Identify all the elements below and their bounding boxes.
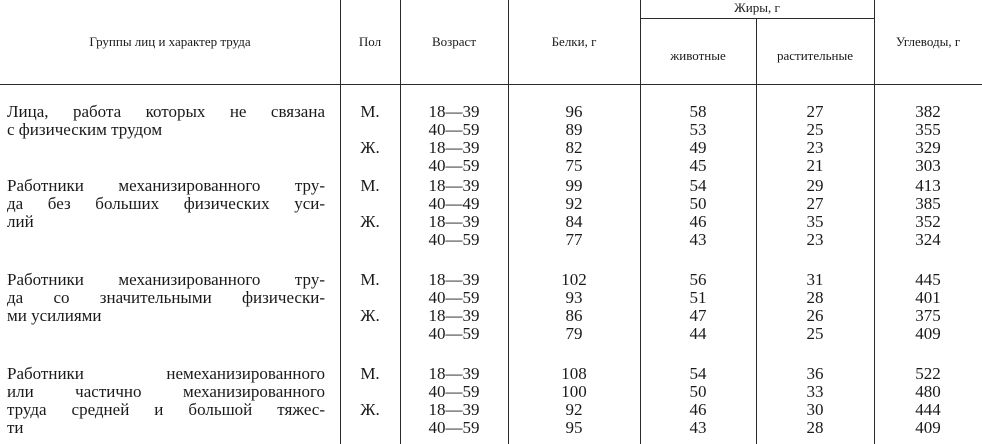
cell-fats-animal: 53: [689, 120, 707, 139]
cell-fats-vegetable: 31: [806, 270, 824, 289]
cell-age: 40—59: [428, 382, 480, 401]
group-label-line: или частично механизированного: [7, 382, 325, 401]
cell-fats-animal: 47: [689, 306, 707, 325]
cell-fats-vegetable: 36: [806, 364, 824, 383]
cell-fats-vegetable: 29: [806, 176, 824, 195]
group-label-line: Работники механизированного тру-: [7, 176, 325, 195]
cell-age: 18—39: [428, 364, 480, 383]
cell-age: 18—39: [428, 102, 480, 121]
cell-age: 40—59: [428, 418, 480, 437]
cell-carbs: 409: [915, 324, 941, 343]
cell-protein: 75: [565, 156, 583, 175]
cell-protein: 95: [565, 418, 583, 437]
cell-age: 40—59: [428, 230, 480, 249]
cell-fats-animal: 46: [689, 212, 707, 231]
header-age: Возраст: [431, 34, 477, 49]
cell-fats-vegetable: 23: [806, 138, 824, 157]
cell-carbs: 480: [915, 382, 941, 401]
cell-protein: 102: [561, 270, 587, 289]
header-group: Группы лиц и характер труда: [89, 34, 251, 49]
cell-fats-animal: 54: [689, 364, 707, 383]
cell-fats-vegetable: 25: [806, 120, 824, 139]
cell-age: 18—39: [428, 212, 480, 231]
cell-fats-vegetable: 27: [806, 102, 824, 121]
cell-fats-vegetable: 28: [806, 288, 824, 307]
cell-carbs: 382: [915, 102, 941, 121]
cell-fats-animal: 56: [689, 270, 707, 289]
header-fats-animal: животные: [670, 48, 726, 63]
cell-sex: Ж.: [360, 306, 380, 325]
cell-age: 40—59: [428, 120, 480, 139]
group-label-line: ти: [7, 418, 24, 437]
cell-fats-vegetable: 33: [806, 382, 824, 401]
header-fats: Жиры, г: [734, 0, 780, 15]
cell-fats-animal: 51: [689, 288, 707, 307]
cell-protein: 100: [561, 382, 587, 401]
cell-age: 18—39: [428, 176, 480, 195]
group-label-line: да со значительными физически-: [7, 288, 325, 307]
cell-fats-vegetable: 27: [806, 194, 824, 213]
cell-age: 18—39: [428, 400, 480, 419]
cell-age: 40—59: [428, 324, 480, 343]
cell-carbs: 324: [915, 230, 941, 249]
cell-sex: М.: [360, 270, 380, 289]
group-label: [7, 103, 325, 139]
cell-sex: М.: [360, 102, 380, 121]
cell-carbs: 401: [915, 288, 941, 307]
cell-protein: 79: [565, 324, 583, 343]
cell-fats-vegetable: 25: [806, 324, 824, 343]
cell-fats-vegetable: 21: [806, 156, 824, 175]
cell-fats-animal: 54: [689, 176, 707, 195]
group-label-line: да без больших физических уси-: [7, 194, 325, 213]
group-label-line: Лица, работа которых не связана: [7, 102, 325, 121]
group-label-line: Работники немеханизированного: [7, 364, 325, 383]
cell-carbs: 329: [915, 138, 941, 157]
cell-sex: Ж.: [360, 212, 380, 231]
cell-carbs: 413: [915, 176, 941, 195]
cell-protein: 108: [561, 364, 587, 383]
cell-fats-vegetable: 28: [806, 418, 824, 437]
cell-carbs: 444: [915, 400, 941, 419]
group-label-line: труда средней и большой тяжес-: [7, 400, 325, 419]
cell-age: 18—39: [428, 270, 480, 289]
cell-protein: 77: [565, 230, 583, 249]
cell-carbs: 355: [915, 120, 941, 139]
cell-age: 40—59: [428, 156, 480, 175]
cell-age: 40—49: [428, 194, 480, 213]
header-carbs: Углеводы, г: [895, 34, 961, 49]
cell-fats-animal: 50: [689, 382, 707, 401]
cell-sex: М.: [360, 176, 380, 195]
cell-carbs: 303: [915, 156, 941, 175]
header-sex: Пол: [358, 34, 382, 49]
cell-fats-animal: 44: [689, 324, 707, 343]
header-protein: Белки, г: [551, 34, 597, 49]
cell-carbs: 445: [915, 270, 941, 289]
cell-protein: 96: [565, 102, 583, 121]
cell-protein: 93: [565, 288, 583, 307]
cell-age: 40—59: [428, 288, 480, 307]
cell-protein: 82: [565, 138, 583, 157]
fats-subheader-rule: [640, 18, 874, 19]
group-label-line: Работники механизированного тру-: [7, 270, 325, 289]
cell-protein: 92: [565, 400, 583, 419]
cell-fats-vegetable: 23: [806, 230, 824, 249]
group-label: [7, 177, 325, 231]
cell-fats-animal: 49: [689, 138, 707, 157]
cell-age: 18—39: [428, 306, 480, 325]
group-label-line: лий: [7, 212, 34, 231]
cell-fats-animal: 45: [689, 156, 707, 175]
cell-carbs: 522: [915, 364, 941, 383]
header-bottom-rule: [0, 84, 982, 85]
cell-sex: Ж.: [360, 138, 380, 157]
group-label-line: с физическим трудом: [7, 120, 163, 139]
cell-protein: 86: [565, 306, 583, 325]
group-label: [7, 365, 325, 437]
cell-fats-animal: 43: [689, 230, 707, 249]
cell-fats-animal: 50: [689, 194, 707, 213]
cell-fats-vegetable: 26: [806, 306, 824, 325]
cell-carbs: 375: [915, 306, 941, 325]
group-label-line: ми усилиями: [7, 306, 102, 325]
cell-fats-animal: 43: [689, 418, 707, 437]
cell-sex: Ж.: [360, 400, 380, 419]
cell-fats-vegetable: 30: [806, 400, 824, 419]
cell-protein: 99: [565, 176, 583, 195]
cell-carbs: 352: [915, 212, 941, 231]
cell-sex: М.: [360, 364, 380, 383]
cell-age: 18—39: [428, 138, 480, 157]
cell-protein: 92: [565, 194, 583, 213]
cell-fats-animal: 46: [689, 400, 707, 419]
cell-carbs: 385: [915, 194, 941, 213]
cell-fats-vegetable: 35: [806, 212, 824, 231]
cell-carbs: 409: [915, 418, 941, 437]
col-divider-age: [400, 0, 401, 444]
group-label: [7, 271, 325, 325]
header-fats-vegetable: растительные: [776, 48, 853, 63]
cell-protein: 89: [565, 120, 583, 139]
cell-protein: 84: [565, 212, 583, 231]
cell-fats-animal: 58: [689, 102, 707, 121]
